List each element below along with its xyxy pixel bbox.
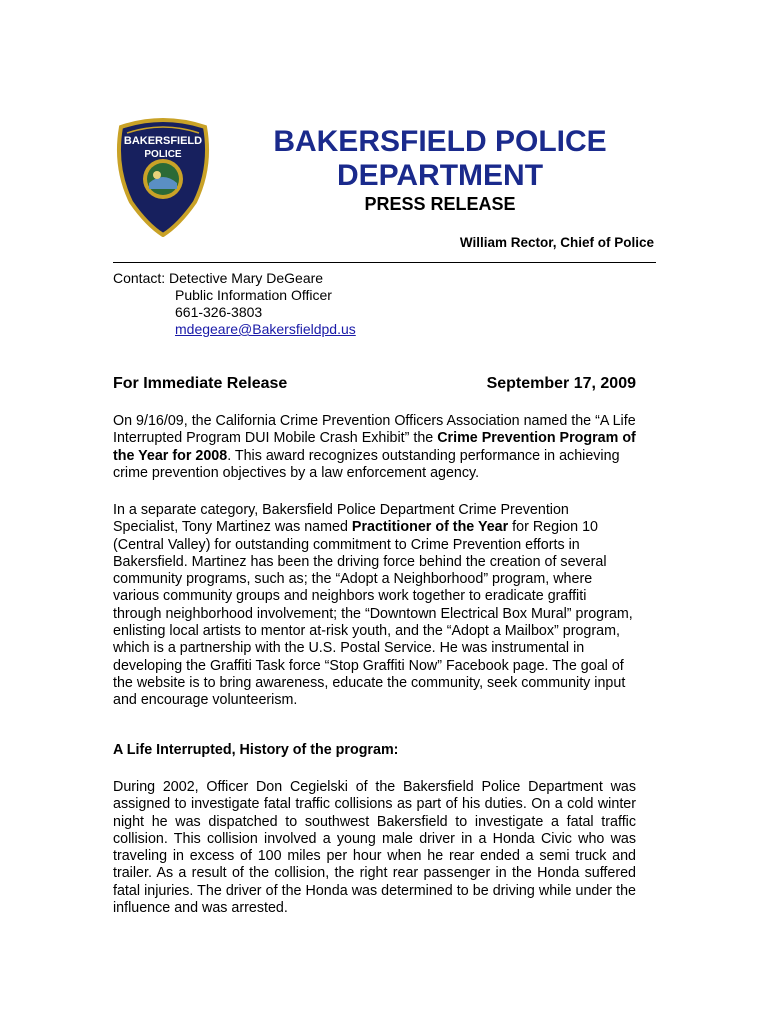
section-heading: A Life Interrupted, History of the program: [113, 742, 399, 758]
police-badge-logo [113, 117, 213, 237]
badge-lower-text: POLICE [144, 149, 182, 160]
p1-text-a: On 9/16/09, the California Crime Prevention Officers Association named the “A Life Interrupted Program DUI Mobile Crash Exhibit” the [113, 413, 636, 447]
p1-award-name: Crime Prevention Program of the Year for 2008 [113, 430, 636, 464]
p2-text-b: for Region 10 (Central Valley) for outstanding commitment to Crime Prevention efforts in Bakersfield. Martinez has been the driving force behind the creation of several community programs, such as; the “Adopt a Neighborhood” program, where various community groups and neighbors work together to eradicate graffiti through neighborhood involvement; the “Downtown Electrical Box Mural” program, enlisting local artists to mentor at-risk youth, and the “Adopt a Mailbox” program, which is a partnership with the U.S. Postal Service. He was instrumental in developing the Graffiti Task force “Stop Graffiti Now” Facebook page. The goal of the website is to bring awareness, educate the community, seek community input and encourage volunteerism. [113, 519, 633, 709]
header-divider [113, 262, 656, 263]
paragraph-award [113, 413, 636, 482]
release-label: For Immediate Release [113, 375, 288, 392]
release-line [113, 375, 636, 393]
org-title-line2: DEPARTMENT [336, 159, 544, 192]
paragraph-practitioner [113, 502, 636, 710]
paragraph-history: During 2002, Officer Don Cegielski of the Bakersfield Police Department was assigned to investigate fatal traffic collisions as part of his duties. On a cold winter night he was dispatched to southwest Bakersfield to investigate a fatal traffic collision. This collision involved a young male driver in a Honda Civic who was traveling in excess of 100 miles per hour when he rear ended a semi truck and trailer. As a result of the collision, the right rear passenger in the Honda suffered fatal injuries. The driver of the Honda was determined to be driving while under the influence and was arrested. [113, 779, 636, 917]
contact-phone: 661-326-3803 [175, 304, 263, 320]
org-title-line1: BAKERSFIELD POLICE [273, 125, 607, 158]
chief-of-police: William Rector, Chief of Police [459, 235, 654, 250]
contact-title: Public Information Officer [175, 287, 332, 303]
contact-name: Contact: Detective Mary DeGeare [113, 270, 324, 286]
contact-email-link[interactable]: mdegeare@Bakersfieldpd.us [175, 321, 356, 337]
p2-award-name: Practitioner of the Year [351, 519, 509, 536]
p2-text-a: In a separate category, Bakersfield Police Department Crime Prevention Specialist, Tony Martinez was named [113, 502, 569, 536]
badge-arc-text: BAKERSFIELD [123, 135, 203, 147]
doc-type-heading: PRESS RELEASE [364, 194, 516, 214]
release-date: September 17, 2009 [486, 375, 636, 392]
p1-text-b: . This award recognizes outstanding performance in achieving crime prevention objectives by a law enforcement agency. [113, 447, 620, 481]
